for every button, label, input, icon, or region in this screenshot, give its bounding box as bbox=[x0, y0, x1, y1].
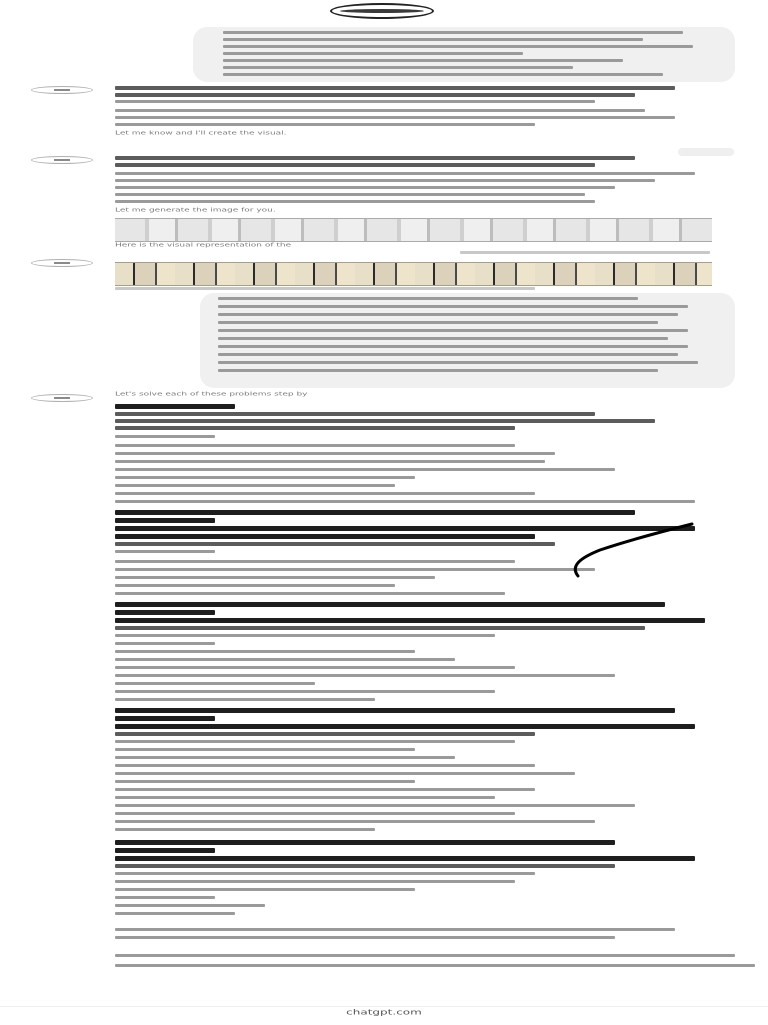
user-message-bubble-2 bbox=[200, 293, 735, 388]
assistant-fragment-1: Let me know and I'll create the visual. bbox=[115, 130, 287, 137]
assistant-avatar-icon bbox=[31, 86, 93, 94]
assistant-avatar-icon bbox=[31, 259, 93, 267]
generated-image-2[interactable] bbox=[115, 262, 712, 286]
assistant-message-2 bbox=[115, 154, 715, 216]
user-avatar-icon[interactable] bbox=[330, 3, 434, 19]
url-label[interactable]: chatgpt.com bbox=[346, 1008, 422, 1017]
assistant-avatar-icon bbox=[31, 394, 93, 402]
assistant-fragment-3: Here is the visual representation of the bbox=[115, 242, 292, 249]
pen-stroke-annotation bbox=[560, 520, 700, 580]
assistant-fragment-4: Let's solve each of these problems step by bbox=[115, 391, 308, 398]
assistant-message-1 bbox=[115, 84, 715, 146]
user-message-bubble-1 bbox=[193, 27, 735, 82]
assistant-message-4 bbox=[115, 392, 765, 982]
generated-image-1[interactable] bbox=[115, 218, 712, 242]
assistant-avatar-icon bbox=[31, 156, 93, 164]
assistant-fragment-2: Let me generate the image for you. bbox=[115, 207, 276, 214]
